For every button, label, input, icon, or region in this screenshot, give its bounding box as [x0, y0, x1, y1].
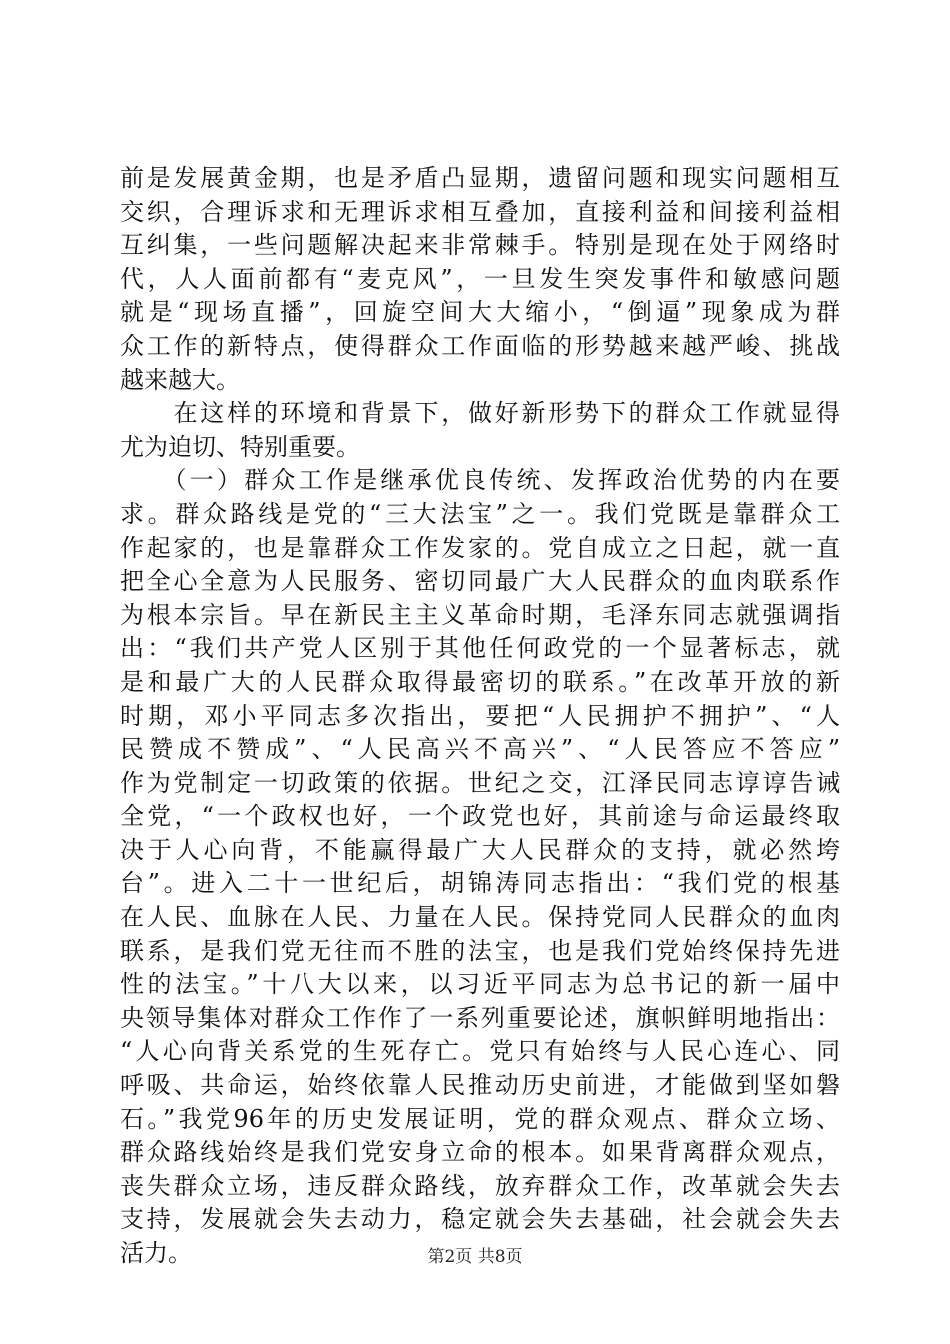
text-line: 群众路线始终是我们党安身立命的根本。如果背离群众观点， — [120, 1138, 840, 1167]
text-line: 为根本宗旨。早在新民主主义革命时期，毛泽东同志就强调指 — [120, 600, 840, 629]
text-line: 联系，是我们党无往而不胜的法宝，也是我们党始终保持先进 — [120, 936, 840, 965]
text-line: 把全心全意为人民服务、密切同最广大人民群众的血肉联系作 — [120, 567, 840, 596]
page-number-label: 第2页 共8页 — [427, 1247, 523, 1267]
text-line: 民赞成不赞成”、“人民高兴不高兴”、“人民答应不答应” — [120, 735, 840, 764]
text-line: 决于人心向背，不能赢得最广大人民群众的支持，就必然垮 — [120, 835, 840, 864]
text-line: 作为党制定一切政策的依据。世纪之交，江泽民同志谆谆告诫 — [120, 768, 840, 797]
text-line: 在人民、血脉在人民、力量在人民。保持党同人民群众的血肉 — [120, 903, 840, 932]
body-text — [120, 162, 840, 1271]
text-line: 作起家的，也是靠群众工作发家的。党自成立之日起，就一直 — [120, 533, 840, 562]
page-footer — [0, 1245, 950, 1269]
text-line: 前是发展黄金期，也是矛盾凸显期，遗留问题和现实问题相互 — [120, 164, 840, 192]
text-line: 时期，邓小平同志多次指出，要把“人民拥护不拥护”、“人 — [120, 701, 840, 730]
text-line: 众工作的新特点，使得群众工作面临的形势越来越严峻、挑战 — [120, 331, 840, 360]
text-line: 求。群众路线是党的“三大法宝”之一。我们党既是靠群众工 — [120, 499, 840, 528]
text-line: 越来越大。 — [120, 365, 240, 394]
text-line: 支持，发展就会失去动力，稳定就会失去基础，社会就会失去 — [120, 1205, 840, 1234]
text-line: 就是“现场直播”，回旋空间大大缩小，“倒逼”现象成为群 — [120, 298, 840, 327]
text-line: “人心向背关系党的生死存亡。党只有始终与人民心连心、同 — [120, 1037, 840, 1066]
text-line: 台”。进入二十一世纪后，胡锦涛同志指出：“我们党的根基 — [120, 869, 840, 898]
text-line: 活力。 — [120, 1239, 192, 1267]
text-line: 互纠集，一些问题解决起来非常棘手。特别是现在处于网络时 — [120, 231, 840, 260]
text-line: 出：“我们共产党人区别于其他任何政党的一个显著标志，就 — [120, 634, 840, 663]
text-line: （一）群众工作是继承优良传统、发挥政治优势的内在要 — [120, 466, 840, 495]
text-line: 尤为迫切、特别重要。 — [120, 432, 360, 461]
text-line: 交织，合理诉求和无理诉求相互叠加，直接利益和间接利益相 — [120, 197, 840, 226]
text-line: 在这样的环境和背景下，做好新形势下的群众工作就显得 — [120, 399, 840, 428]
text-line: 呼吸、共命运，始终依靠人民推动历史前进，才能做到坚如磐 — [120, 1071, 840, 1100]
text-line: 央领导集体对群众工作作了一系列重要论述，旗帜鲜明地指出： — [120, 1003, 840, 1032]
text-line: 石。”我党96年的历史发展证明，党的群众观点、群众立场、 — [120, 1104, 840, 1133]
text-line: 是和最广大的人民群众取得最密切的联系。”在改革开放的新 — [120, 667, 840, 696]
text-line: 代，人人面前都有“麦克风”，一旦发生突发事件和敏感问题 — [120, 264, 840, 293]
text-line: 丧失群众立场，违反群众路线，放弃群众工作，改革就会失去 — [120, 1171, 840, 1200]
text-line: 全党，“一个政权也好，一个政党也好，其前途与命运最终取 — [120, 802, 840, 831]
text-line: 性的法宝。”十八大以来，以习近平同志为总书记的新一届中 — [120, 970, 840, 999]
